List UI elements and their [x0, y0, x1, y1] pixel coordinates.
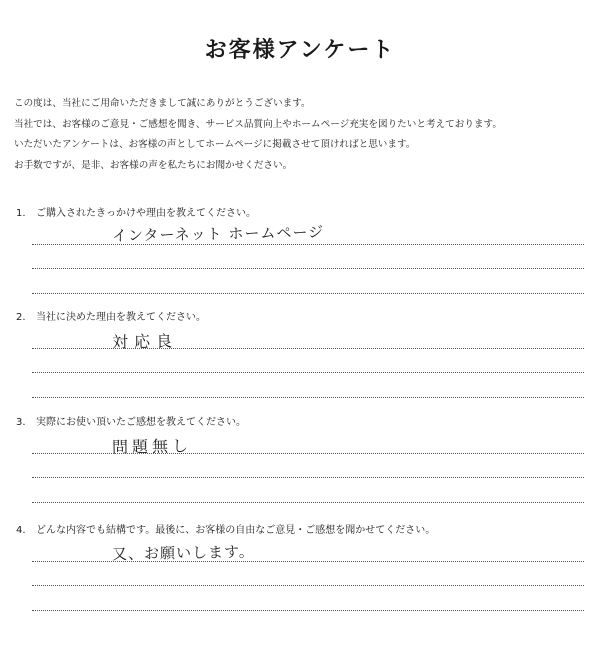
answer-line	[32, 397, 584, 398]
question-text: 当社に決めた理由を教えてください。	[36, 312, 206, 323]
intro-line: 当社では、お客様のご意見・ご感想を聞き、サービス品質向上やホームページ充実を図りたいと考えております。	[14, 118, 502, 130]
answer-line	[32, 453, 584, 454]
answer-line	[32, 585, 584, 586]
question-2	[16, 311, 586, 352]
question-label	[16, 311, 586, 325]
answer-line	[32, 477, 584, 478]
handwritten-answer: 又、お願いします。	[111, 542, 255, 564]
answer-line	[32, 610, 584, 611]
answer-line	[32, 561, 584, 562]
question-text: どんな内容でも結構です。最後に、お客様の自由なご意見・ご感想を聞かせてください。	[36, 525, 436, 536]
intro-line: いただいたアンケートは、お客様の声としてホームページに掲載させて頂ければと思います。	[14, 139, 416, 150]
question-label	[16, 416, 586, 430]
handwritten-answer: インターネット ホームページ	[111, 223, 325, 245]
question-label	[16, 207, 586, 221]
answer-line	[32, 293, 584, 294]
handwritten-answer: 問題無し	[111, 436, 193, 457]
question-label	[16, 524, 586, 538]
answer-line	[32, 268, 584, 269]
answer-line	[32, 372, 584, 373]
question-number: 3.	[16, 417, 26, 428]
question-3	[16, 416, 586, 457]
handwritten-answer: 対応良	[111, 331, 179, 352]
answer-line	[32, 502, 584, 503]
question-number: 4.	[16, 525, 26, 536]
question-4	[16, 524, 586, 564]
question-number: 2.	[16, 312, 26, 323]
question-text: ご購入されたきっかけや理由を教えてください。	[36, 208, 256, 219]
question-text: 実際にお使い頂いたご感想を教えてください。	[36, 417, 246, 428]
question-number: 1.	[16, 208, 26, 219]
intro-text	[14, 94, 594, 176]
survey-title: お客様アンケート	[204, 38, 396, 63]
question-1	[16, 207, 586, 245]
intro-line: この度は、当社にご用命いただきまして誠にありがとうございます。	[14, 98, 311, 109]
intro-line: お手数ですが、是非、お客様の声を私たちにお聞かせください。	[14, 159, 293, 171]
answer-line	[32, 348, 584, 349]
answer-line	[32, 244, 584, 245]
